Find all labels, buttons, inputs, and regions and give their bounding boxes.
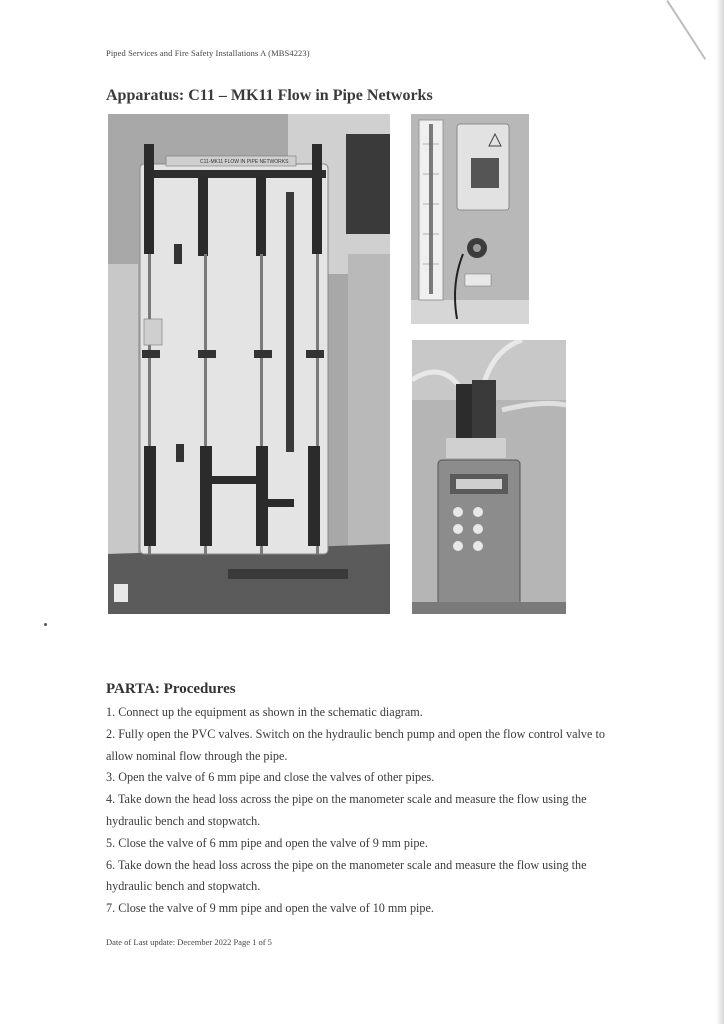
procedure-step: 5. Close the valve of 6 mm pipe and open the valve of 9 mm pipe. [106, 835, 428, 850]
stray-dot [44, 623, 47, 626]
procedure-step: 1. Connect up the equipment as shown in the schematic diagram. [106, 705, 423, 719]
procedure-step: 2. Fully open the PVC valves. Switch on the hydraulic bench pump and open the flow control valve to allow nominal flow through the pipe. [106, 726, 605, 763]
procedures-heading: PARTA: Procedures [106, 681, 236, 697]
page-corner-fold [666, 0, 706, 60]
page-footer: Date of Last update: December 2022 Page 1 of 5 [106, 937, 272, 947]
apparatus-photo-meter [412, 340, 566, 614]
apparatus-photo-manometer-drawing [411, 114, 529, 324]
apparatus-photo-main-drawing [108, 114, 390, 614]
procedure-step: 4. Take down the head loss across the pipe on the manometer scale and measure the flow using the hydraulic bench and stopwatch. [106, 792, 587, 828]
procedure-step: 3. Open the valve of 6 mm pipe and close the valves of other pipes. [106, 770, 435, 785]
apparatus-photo-manometer [411, 114, 529, 324]
apparatus-photo-main [108, 114, 390, 614]
procedure-step: 7. Close the valve of 9 mm pipe and open the valve of 10 mm pipe. [106, 901, 434, 916]
panel-label: C11-MK11 FLOW IN PIPE NETWORKS [200, 159, 289, 165]
page-header: Piped Services and Fire Safety Installations A (MBS4223) [106, 48, 310, 58]
apparatus-photo-meter-drawing [412, 340, 566, 614]
procedure-step: 6. Take down the head loss across the pipe on the manometer scale and measure the flow using the hydraulic bench and stopwatch. [106, 857, 587, 894]
page-title: Apparatus: C11 – MK11 Flow in Pipe Networks [106, 87, 433, 104]
procedure-list [106, 702, 626, 920]
page-edge-shadow [716, 0, 724, 1024]
